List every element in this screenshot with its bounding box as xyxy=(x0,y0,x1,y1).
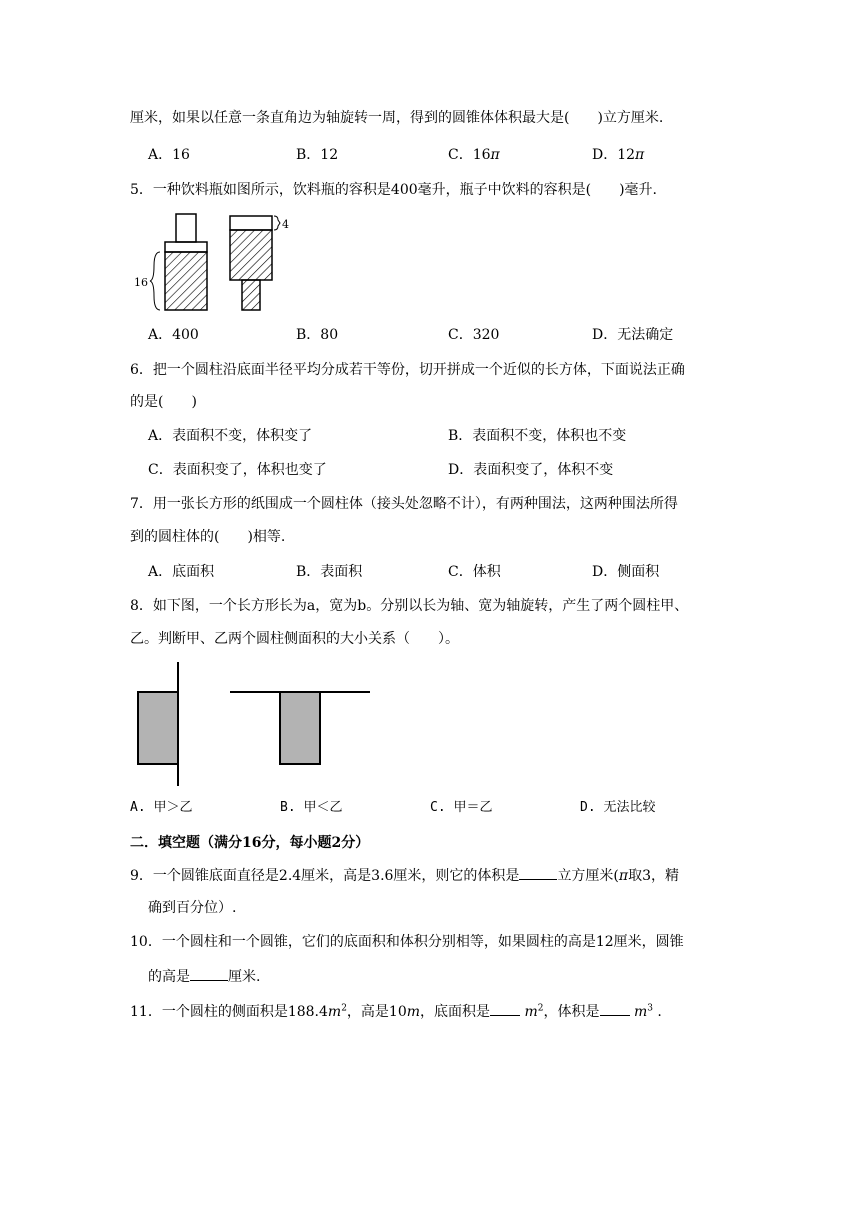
q5-text: 5．一种饮料瓶如图所示，饮料瓶的容积是400毫升，瓶子中饮料的容积是( )毫升. xyxy=(130,182,658,198)
q7-line1: 7．用一张长方形的纸围成一个圆柱体（接头处忽略不计），有两种围法，这两种围法所得 xyxy=(130,496,678,512)
q6-option-a[interactable]: A．表面积不变，体积变了 xyxy=(148,428,313,444)
q7-option-d[interactable]: D．侧面积 xyxy=(592,564,660,580)
q5-option-d[interactable]: D．无法确定 xyxy=(592,327,674,343)
inverted-bottle-neck-liquid xyxy=(242,280,260,310)
inverted-bottle-empty xyxy=(230,216,272,230)
q6-option-c[interactable]: C．表面积变了，体积也变了 xyxy=(148,462,327,478)
height-label: 16 xyxy=(134,276,148,289)
q9-line2: 确到百分位）. xyxy=(148,900,237,916)
q6-line1: 6．把一个圆柱沿底面半径平均分成若干等份，切开拼成一个近似的长方体，下面说法正确 xyxy=(130,362,685,378)
height-brace xyxy=(150,252,160,310)
q6-line2: 的是( ) xyxy=(130,394,197,410)
q5-option-c[interactable]: C．320 xyxy=(448,327,500,343)
section-2-title: 二．填空题（满分16分，每小题2分） xyxy=(130,835,370,851)
q5-option-b[interactable]: B．80 xyxy=(296,327,339,343)
q10-answer-blank[interactable] xyxy=(190,966,228,981)
upright-bottle-liquid xyxy=(165,252,207,310)
q7-option-c[interactable]: C．体积 xyxy=(448,564,501,580)
rectangle-jia xyxy=(138,692,178,764)
q8-option-b[interactable]: B. 甲＜乙 xyxy=(280,800,343,815)
q8-option-a[interactable]: A. 甲＞乙 xyxy=(130,800,193,815)
q10-line1: 10．一个圆柱和一个圆锥，它们的底面积和体积分别相等，如果圆柱的高是12厘米，圆锥 xyxy=(130,934,684,950)
q11-line: 11．一个圆柱的侧面积是$188.4m^2$，高是10m，底面积是 $m^2$，体积是 $m^3$ . xyxy=(130,1001,662,1022)
q8-option-d[interactable]: D. 无法比较 xyxy=(580,800,656,815)
q5-option-a[interactable]: A．400 xyxy=(148,327,199,343)
gap-brace xyxy=(274,216,280,230)
q11-volume-blank[interactable] xyxy=(600,1001,630,1016)
q6-option-d[interactable]: D．表面积变了，体积不变 xyxy=(448,462,614,478)
q7-option-b[interactable]: B．表面积 xyxy=(296,564,363,580)
q4-option-d[interactable]: D．12π xyxy=(592,147,645,163)
q4-option-b[interactable]: B．12 xyxy=(296,147,339,163)
q4-option-a[interactable]: A．16 xyxy=(148,147,190,163)
q9-answer-blank[interactable] xyxy=(519,865,557,880)
q10-line2: 的高是 厘米. xyxy=(148,966,260,987)
q7-option-a[interactable]: A．底面积 xyxy=(148,564,215,580)
q8-rectangles-figure xyxy=(130,660,390,790)
q6-option-b[interactable]: B．表面积不变，体积也不变 xyxy=(448,428,627,444)
upright-bottle-top xyxy=(165,242,207,252)
q4-option-c[interactable]: C．16π xyxy=(448,147,500,163)
inverted-bottle-liquid xyxy=(230,230,272,280)
q4-text: 厘米，如果以任意一条直角边为轴旋转一周，得到的圆锥体体积最大是( )立方厘米. xyxy=(130,110,664,126)
upright-bottle-neck xyxy=(176,214,196,242)
gap-label: 4 xyxy=(282,218,289,231)
q9-line1: 9．一个圆锥底面直径是2.4厘米，高是3.6厘米，则它的体积是 立方厘米(π取3，精 xyxy=(130,865,679,886)
rectangle-yi xyxy=(280,692,320,764)
q8-line2: 乙。判断甲、乙两个圆柱侧面积的大小关系（ ）。 xyxy=(130,631,459,647)
q7-line2: 到的圆柱体的( )相等. xyxy=(130,529,286,545)
q11-area-blank[interactable] xyxy=(490,1001,520,1016)
q5-bottle-figure xyxy=(130,210,290,320)
q8-line1: 8．如下图，一个长方形长为a，宽为b。分别以长为轴、宽为轴旋转，产生了两个圆柱甲、 xyxy=(130,598,689,614)
q8-option-c[interactable]: C. 甲＝乙 xyxy=(430,800,493,815)
